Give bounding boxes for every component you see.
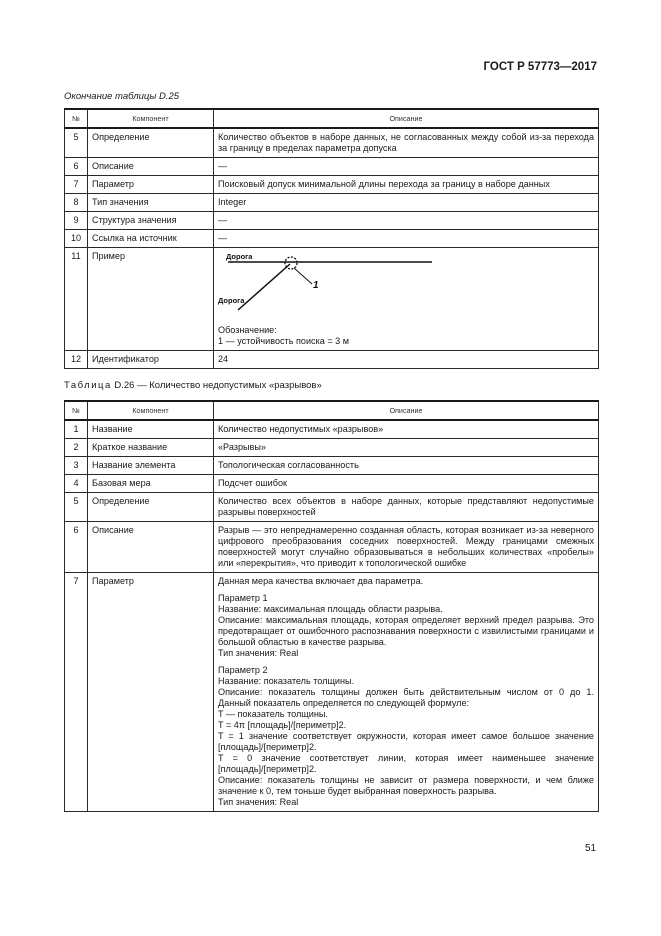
col-header-component: Компонент	[88, 401, 214, 420]
row-number: 12	[65, 351, 88, 369]
col-header-number: №	[65, 109, 88, 128]
row-number: 10	[65, 230, 88, 248]
param1-value-type: Тип значения: Real	[218, 648, 299, 658]
legend-title: Обозначение:	[218, 325, 277, 335]
road-label-bottom: Дорога	[218, 296, 245, 305]
param2-heading: Параметр 2	[218, 665, 268, 675]
row-number: 6	[65, 522, 88, 573]
row-number: 5	[65, 493, 88, 522]
row-component: Описание	[88, 522, 214, 573]
row-number: 4	[65, 475, 88, 493]
table-row	[65, 475, 599, 493]
row-number: 8	[65, 194, 88, 212]
row-number: 3	[65, 457, 88, 475]
row-description: —	[214, 212, 599, 230]
row-component: Определение	[88, 493, 214, 522]
param1-description: Описание: максимальная площадь, которая определяет верхний предел разрыва. Это предотвращает от ошибочного распознавания поверхности с извилистыми границами и большой областью в качестве разрыва.	[218, 615, 594, 647]
param1-name: Название: максимальная площадь области разрыва.	[218, 604, 443, 614]
table-row-example	[65, 248, 599, 351]
table-row	[65, 194, 599, 212]
callout-leader-line	[294, 268, 312, 284]
row-description: 24	[214, 351, 599, 369]
row-component: Название	[88, 420, 214, 439]
row-number: 2	[65, 439, 88, 457]
param2-name: Название: показатель толщины.	[218, 676, 355, 686]
col-header-component: Компонент	[88, 109, 214, 128]
row-description: Разрыв — это непреднамеренно созданная область, которая возникает из-за неверного цифрового преобразования соседних поверхностей. Между границами смежных поверхностей могут случайно образовываться в небольших количествах «пробелы» или «перекрытия», что приводит к топологической ошибке	[214, 522, 599, 573]
table-row	[65, 158, 599, 176]
row-description-parameters	[214, 573, 599, 812]
row-component: Идентификатор	[88, 351, 214, 369]
row-component: Тип значения	[88, 194, 214, 212]
param2-description: Описание: показатель толщины должен быть действительным числом от 0 до 1. Данный показатель определяется по следующей формуле:	[218, 687, 594, 708]
row-component: Пример	[88, 248, 214, 351]
row-component: Базовая мера	[88, 475, 214, 493]
road-boundary-figure	[218, 250, 448, 322]
road-label-top: Дорога	[226, 252, 253, 261]
row-component: Параметр	[88, 176, 214, 194]
row-number: 1	[65, 420, 88, 439]
table-row	[65, 212, 599, 230]
legend-item: 1 — устойчивость поиска = 3 м	[218, 336, 350, 346]
table-row	[65, 128, 599, 158]
table2-caption-prefix: Таблица	[64, 380, 112, 391]
table-header-row	[65, 401, 599, 420]
table-row	[65, 176, 599, 194]
row-number: 5	[65, 128, 88, 158]
row-component: Описание	[88, 158, 214, 176]
param2-note: Описание: показатель толщины не зависит от размера поверхности, и чем ближе значение к 0, тем тоньше будет выбранная поверхность разрыва.	[218, 775, 594, 796]
table2-caption-title: D.26 — Количество недопустимых «разрывов»	[111, 380, 322, 391]
table-row	[65, 420, 599, 439]
road-diagonal-line	[238, 264, 290, 310]
col-header-description: Описание	[214, 109, 599, 128]
table-row	[65, 457, 599, 475]
row-component: Название элемента	[88, 457, 214, 475]
table-d26	[64, 400, 599, 812]
table-row-parameters	[65, 573, 599, 812]
table-row	[65, 522, 599, 573]
col-header-description: Описание	[214, 401, 599, 420]
row-description: Количество объектов в наборе данных, не согласованных между собой из-за перехода за границу в пределах параметра допуска	[214, 128, 599, 158]
col-header-number: №	[65, 401, 88, 420]
row-component: Структура значения	[88, 212, 214, 230]
table1-caption: Окончание таблицы D.25	[64, 91, 180, 102]
table-row	[65, 230, 599, 248]
row-number: 7	[65, 573, 88, 812]
param2-t-definition: T — показатель толщины.	[218, 709, 328, 719]
row-component: Ссылка на источник	[88, 230, 214, 248]
row-description: Integer	[214, 194, 599, 212]
param-intro: Данная мера качества включает два параметра.	[218, 576, 424, 586]
row-component: Параметр	[88, 573, 214, 812]
row-number: 11	[65, 248, 88, 351]
row-description-figure	[214, 248, 599, 351]
row-number: 7	[65, 176, 88, 194]
row-description: Количество всех объектов в наборе данных, которые представляют недопустимые разрывы поверхностей	[214, 493, 599, 522]
row-component: Определение	[88, 128, 214, 158]
param2-t-equals-1: T = 1 значение соответствует окружности, которая имеет самое большое значение [площадь]/[периметр]2.	[218, 731, 594, 752]
row-description: Количество недопустимых «разрывов»	[214, 420, 599, 439]
param1-heading: Параметр 1	[218, 593, 268, 603]
page-number: 51	[585, 843, 597, 854]
table-header-row	[65, 109, 599, 128]
row-number: 6	[65, 158, 88, 176]
row-description: —	[214, 230, 599, 248]
row-number: 9	[65, 212, 88, 230]
row-component: Краткое название	[88, 439, 214, 457]
param2-formula: T = 4π [площадь]/[периметр]2.	[218, 720, 347, 730]
table2-caption	[64, 380, 322, 391]
standard-number: ГОСТ Р 57773—2017	[483, 61, 597, 73]
row-description: «Разрывы»	[214, 439, 599, 457]
table-row	[65, 439, 599, 457]
param2-t-equals-0: T = 0 значение соответствует линии, которая имеет наименьшее значение [площадь]/[периметр]2.	[218, 753, 594, 774]
table-row	[65, 493, 599, 522]
row-description: Топологическая согласованность	[214, 457, 599, 475]
row-description: Подсчет ошибок	[214, 475, 599, 493]
table-d25-continued	[64, 108, 599, 369]
callout-number: 1	[313, 280, 319, 291]
row-description: —	[214, 158, 599, 176]
param2-value-type: Тип значения: Real	[218, 797, 299, 807]
table-row	[65, 351, 599, 369]
row-description: Поисковый допуск минимальной длины перехода за границу в наборе данных	[214, 176, 599, 194]
